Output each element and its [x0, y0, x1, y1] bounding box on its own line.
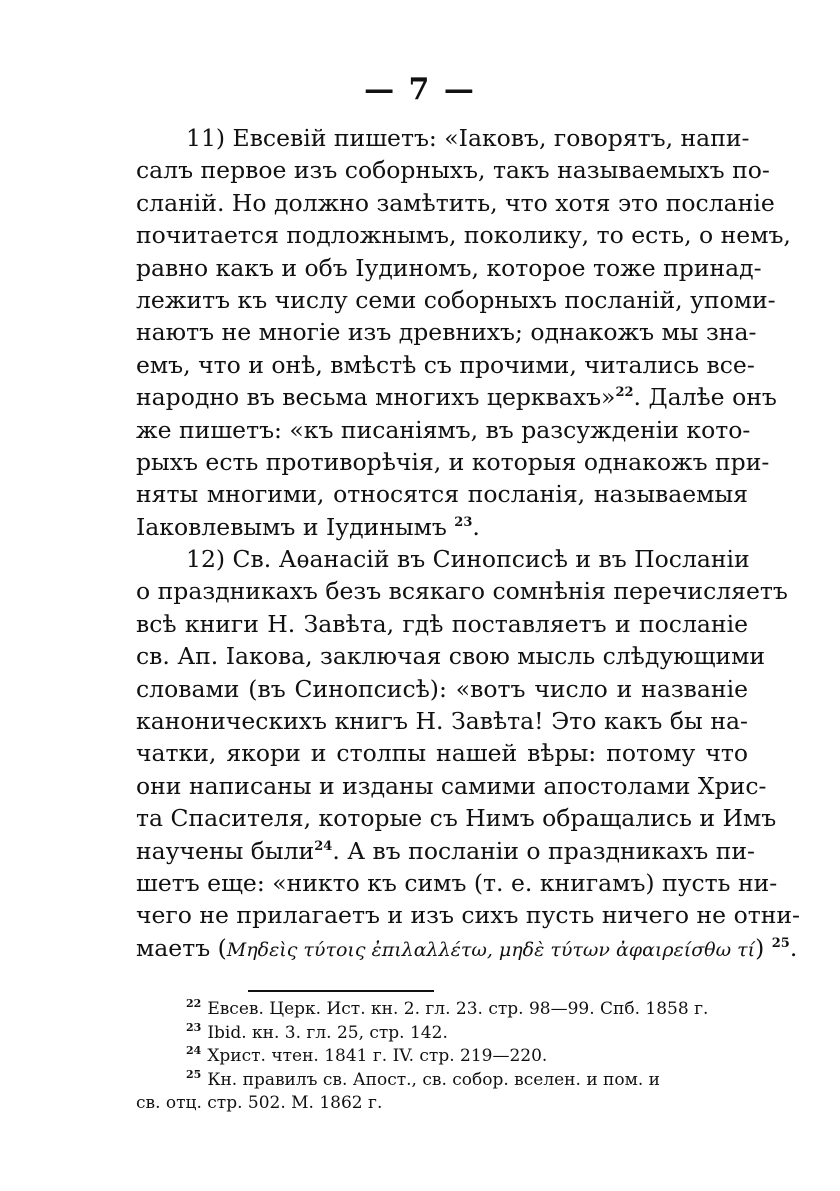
text-line: о праздникахъ безъ всякаго сомнѣнія перечисляетъ: [136, 577, 788, 606]
footnote: [136, 1069, 748, 1093]
footnote: [136, 1045, 748, 1069]
footnote: [136, 1022, 748, 1046]
footnote-ref: 25: [771, 935, 790, 951]
text-line: 11) Евсевій пишетъ: «Іаковъ, говорятъ, напи-: [186, 124, 750, 152]
footnote-number: 24: [186, 1044, 202, 1058]
text-segment: Іаковлевымъ и Іудинымъ: [136, 512, 447, 541]
text-line: рыхъ есть противорѣчія, и которыя однакожъ при-: [136, 447, 770, 476]
footnote-ref: 24: [314, 838, 333, 854]
text-line: Іаковлевымъ и Іудинымъ $^{23}$.: [136, 512, 480, 541]
text-segment: научены были: [136, 836, 315, 865]
footnote-number: 25: [186, 1067, 202, 1081]
footnote-number: 22: [186, 997, 202, 1011]
footnote-number: 23: [186, 1020, 202, 1034]
text-line: салъ первое изъ соборныхъ, такъ называемыхъ по-: [136, 156, 770, 185]
text-line: няты многими, относятся посланія, называемыя: [136, 480, 748, 509]
text-line: они написаны и изданы самими апостолами Хрис-: [136, 771, 767, 800]
text-segment: . А въ посланіи о праздникахъ пи-: [332, 836, 755, 865]
text-line: емъ, что и онѣ, вмѣстѣ съ прочими, читались все-: [136, 350, 755, 379]
text-line: наютъ не многіе изъ древнихъ; однакожъ мы зна-: [136, 318, 757, 347]
text-line: [136, 835, 755, 867]
text-line: шетъ еще: «никто къ симъ (т. е. книгамъ) пусть ни-: [136, 868, 778, 897]
text-line: же пишетъ: «къ писаніямъ, въ разсужденіи кото-: [136, 415, 751, 444]
text-line: 12) Св. Аѳанасій въ Синопсисѣ и въ Посланіи: [186, 545, 750, 574]
text-line: та Спасителя, которые съ Нимъ обращались и Имъ: [136, 804, 777, 833]
footnote-ref: 22: [615, 385, 634, 401]
footnote-text: Евсев. Церк. Ист. кн. 2. гл. 23. стр. 98—99. Спб. 1858 г.: [207, 999, 709, 1019]
footnote: [136, 998, 748, 1022]
greek-quote: Μηδεὶς τύτοις ἐπιλαλλέτω, μηδὲ τύτων ἀφαιρείσθω τί: [226, 938, 756, 961]
text-segment: ): [755, 933, 765, 962]
page-number: — 7 —: [364, 72, 476, 107]
text-line: сланій. Но должно замѣтить, что хотя это посланіе: [136, 188, 775, 217]
text-line: чатки, якори и столпы нашей вѣры: потому что: [136, 739, 748, 768]
footnote-text: Христ. чтен. 1841 г. IV. стр. 219—220.: [207, 1046, 548, 1066]
text-line: лежитъ къ числу семи соборныхъ посланій, упоми-: [136, 285, 776, 314]
text-line: св. Ап. Іакова, заключая свою мысль слѣдующими: [136, 642, 766, 671]
text-segment: . Далѣе онъ: [633, 383, 777, 412]
footnote-divider: [248, 990, 434, 992]
text-line: [136, 381, 777, 413]
footnote-text: Кн. правилъ св. Апост., св. собор. вселен. и пом. и: [207, 1069, 660, 1090]
text-line: чего не прилагаетъ и изъ сихъ пусть ничего не отни-: [136, 901, 800, 930]
text-line: всѣ книги Н. Завѣта, гдѣ поставляетъ и посланіе: [136, 609, 748, 638]
body-text: [136, 122, 800, 964]
text-line: почитается подложнымъ, поколику, то есть, о немъ,: [136, 221, 791, 250]
text-line: каноническихъ книгъ Н. Завѣта! Это какъ бы на-: [136, 707, 748, 736]
footnote-continuation: св. отц. стр. 502. М. 1862 г.: [136, 1093, 383, 1113]
footnotes: [136, 998, 748, 1116]
text-line: равно какъ и объ Іудиномъ, которое тоже принад-: [136, 253, 762, 282]
text-line: словами (въ Синопсисѣ): «вотъ число и названіе: [136, 674, 748, 703]
footnote-text: Ibid. кн. 3. гл. 25, стр. 142.: [207, 1022, 448, 1043]
text-segment: маетъ (: [136, 933, 227, 962]
text-segment: народно въ весьма многихъ церквахъ»: [136, 383, 616, 412]
footnote-ref: 23: [454, 514, 473, 530]
text-line: маетъ (Μηδεὶς τύτοις ἐπιλαλλέτω, μηδὲ τύτων ἀφαιρείσθω τί) $^{25}$.: [136, 933, 798, 962]
